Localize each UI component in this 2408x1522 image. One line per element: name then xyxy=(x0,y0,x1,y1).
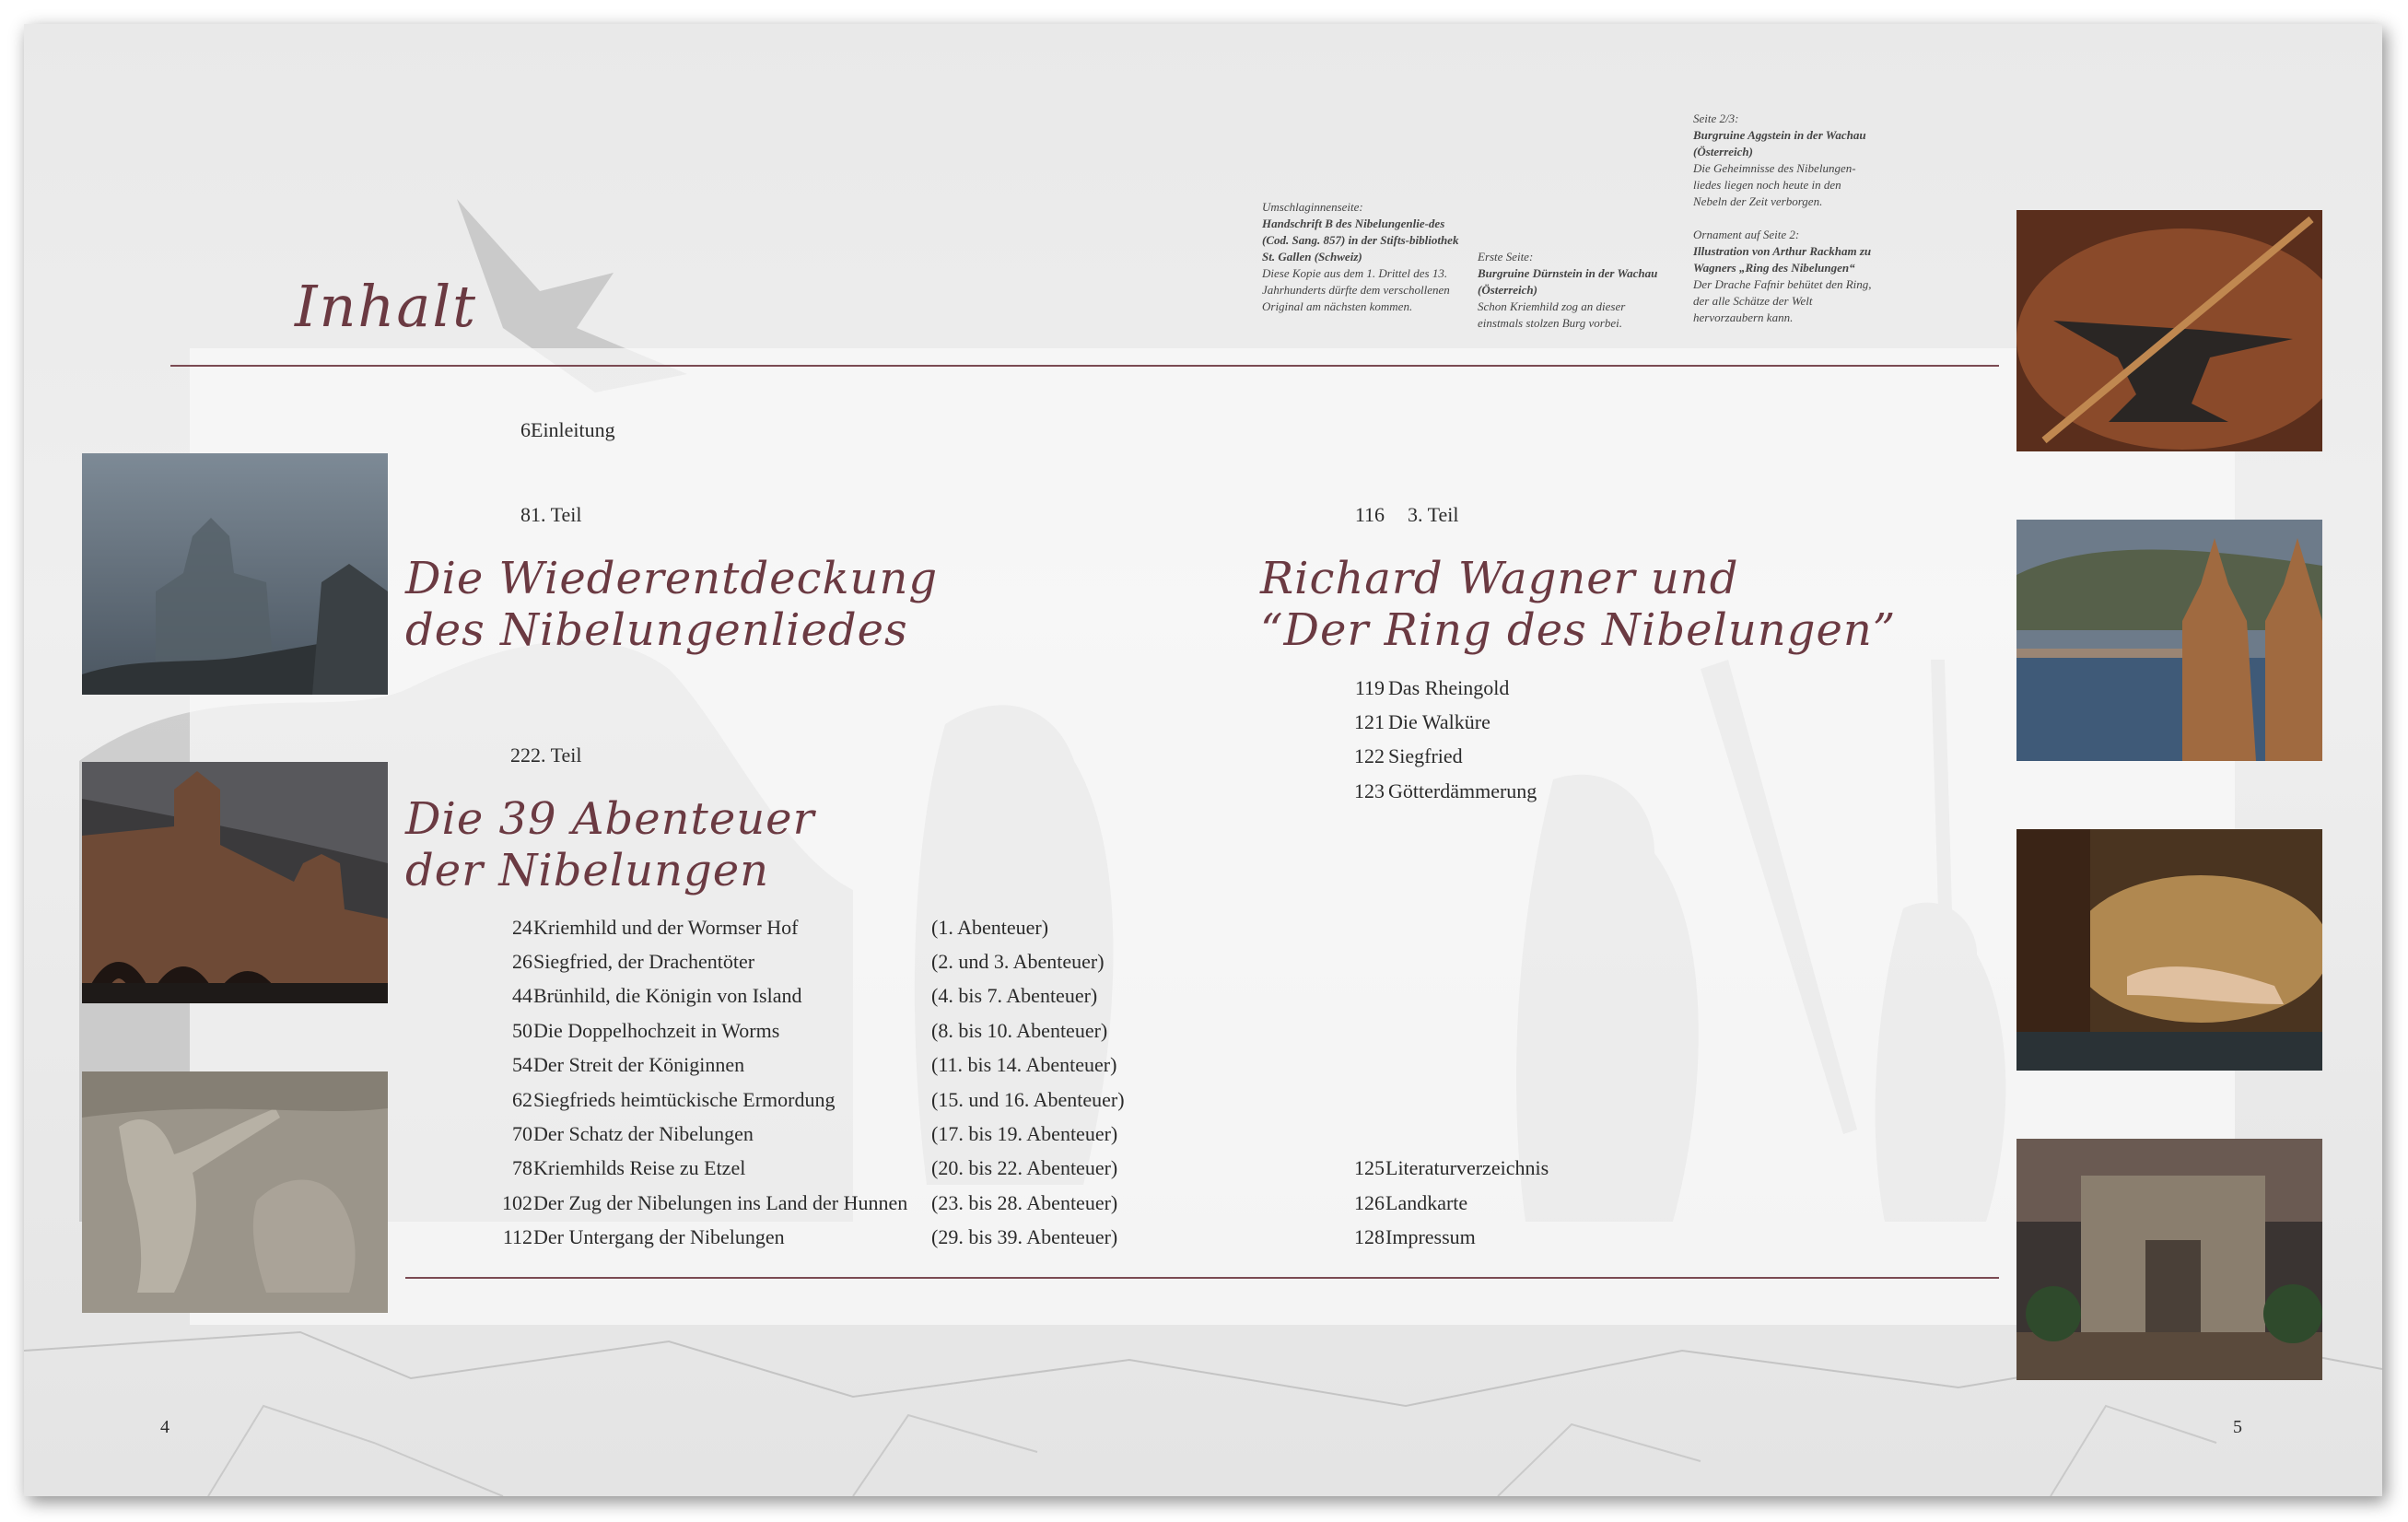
part2-label: 2. Teil xyxy=(531,743,582,767)
toc-page: 44 xyxy=(512,984,532,1007)
toc-title: Das Rheingold xyxy=(1388,676,1510,699)
photo-memorial-building xyxy=(2016,1139,2322,1380)
toc-page: 26 xyxy=(512,950,532,973)
toc-title: Der Zug der Nibelungen ins Land der Hunnen xyxy=(533,1191,908,1214)
toc-page: 126 xyxy=(1354,1191,1385,1214)
toc-page: 78 xyxy=(512,1156,532,1179)
part3-heading-line1: Richard Wagner und xyxy=(1260,553,1739,604)
toc-title: Literaturverzeichnis xyxy=(1385,1156,1549,1179)
toc-range: (20. bis 22. Abenteuer) xyxy=(931,1156,1118,1179)
toc-range: (23. bis 28. Abenteuer) xyxy=(931,1191,1118,1214)
toc-title: Impressum xyxy=(1385,1225,1476,1248)
toc-page: 122 xyxy=(1354,744,1385,767)
part1-heading-line1: Die Wiederentdeckung xyxy=(405,553,939,604)
toc-range: (4. bis 7. Abenteuer) xyxy=(931,984,1098,1007)
toc-range: (8. bis 10. Abenteuer) xyxy=(931,1019,1108,1042)
toc-page: 102 xyxy=(502,1191,532,1214)
toc-title: Brünhild, die Königin von Island xyxy=(533,984,802,1007)
toc-title: Der Schatz der Nibelungen xyxy=(533,1122,754,1145)
part2-heading-line2: der Nibelungen xyxy=(405,845,770,896)
toc-page: 128 xyxy=(1354,1225,1385,1248)
photo-stone-relief xyxy=(82,1071,388,1313)
page-number-left: 4 xyxy=(160,1417,169,1437)
caption-page-2-3: Seite 2/3: Burgruine Aggstein in der Wachau (Österreich) Die Geheimnisse des Nibelungen-liedes liegen noch heute in den Nebeln der Zeit verborgen. Ornament auf Seite 2: Illustration von Arthur Rackham zu Wagners „Ring des Nibelungen“ Der Drache Fafnir behütet den Ring, der alle Schätze der Welt hervorzaubern kann. xyxy=(1693,111,1872,324)
page-title: Inhalt xyxy=(295,273,478,340)
toc-page: 121 xyxy=(1354,710,1385,733)
part3-page: 116 xyxy=(1354,503,1385,526)
toc-title: Siegfrieds heimtückische Ermordung xyxy=(533,1088,836,1111)
title-rule xyxy=(170,365,1999,367)
toc-page-intro: 6 xyxy=(520,418,531,441)
part2-page: 22 xyxy=(510,743,531,767)
toc-title: Die Walküre xyxy=(1388,710,1490,733)
toc-page: 62 xyxy=(512,1088,532,1111)
part3-heading-line2: “Der Ring des Nibelungen” xyxy=(1260,604,1897,656)
page-number-right: 5 xyxy=(2233,1417,2242,1437)
book-spread xyxy=(24,24,2382,1496)
part2-heading-line1: Die 39 Abenteuer xyxy=(405,793,815,845)
photo-misty-castle xyxy=(82,453,388,695)
caption-first-page: Erste Seite: Burgruine Dürnstein in der Wachau (Österreich) Schon Kriemhild zog an dieser einstmals stolzen Burg vorbei. xyxy=(1478,250,1658,330)
toc-page: 70 xyxy=(512,1122,532,1145)
toc-title: Götterdämmerung xyxy=(1388,779,1537,802)
toc-title: Die Doppelhochzeit in Worms xyxy=(533,1019,780,1042)
toc-page: 24 xyxy=(512,916,532,939)
photo-anvil-sword xyxy=(2016,210,2322,451)
part1-heading-line2: des Nibelungenliedes xyxy=(405,604,908,656)
toc-page: 50 xyxy=(512,1019,532,1042)
toc-range: (11. bis 14. Abenteuer) xyxy=(931,1053,1117,1076)
photo-heidelberg-bridge xyxy=(2016,520,2322,761)
toc-page: 54 xyxy=(512,1053,532,1076)
toc-range: (17. bis 19. Abenteuer) xyxy=(931,1122,1118,1145)
part1-label: 1. Teil xyxy=(531,503,582,526)
toc-title: Kriemhilds Reise zu Etzel xyxy=(533,1156,746,1179)
toc-range: (1. Abenteuer) xyxy=(931,916,1049,939)
toc-title: Siegfried, der Drachentöter xyxy=(533,950,755,973)
part1-page: 8 xyxy=(520,503,531,526)
toc-range: (29. bis 39. Abenteuer) xyxy=(931,1225,1118,1248)
toc-page: 119 xyxy=(1354,676,1385,699)
toc-range: (15. und 16. Abenteuer) xyxy=(931,1088,1125,1111)
toc-page: 123 xyxy=(1354,779,1385,802)
toc-page: 112 xyxy=(502,1225,532,1248)
toc-title: Kriemhild und der Wormser Hof xyxy=(533,916,799,939)
photo-city-wall xyxy=(82,762,388,1003)
toc-page: 125 xyxy=(1354,1156,1385,1179)
toc-title: Siegfried xyxy=(1388,744,1463,767)
toc-title-intro: Einleitung xyxy=(531,418,615,441)
part3-label: 3. Teil xyxy=(1408,503,1459,526)
toc-range: (2. und 3. Abenteuer) xyxy=(931,950,1105,973)
toc-title: Der Streit der Königinnen xyxy=(533,1053,745,1076)
toc-title: Landkarte xyxy=(1385,1191,1468,1214)
caption-cover-inside: Umschlaginnenseite: Handschrift B des Nibelungenlie-des (Cod. Sang. 857) in der Stifts-bibliothek St. Gallen (Schweiz) Diese Kopie aus dem 1. Drittel des 13. Jahrhunderts dürfte dem verschollenen Original am nächsten kommen. xyxy=(1262,200,1459,313)
toc-title: Der Untergang der Nibelungen xyxy=(533,1225,785,1248)
photo-painting-nudes xyxy=(2016,829,2322,1071)
bottom-rule xyxy=(405,1277,1999,1279)
